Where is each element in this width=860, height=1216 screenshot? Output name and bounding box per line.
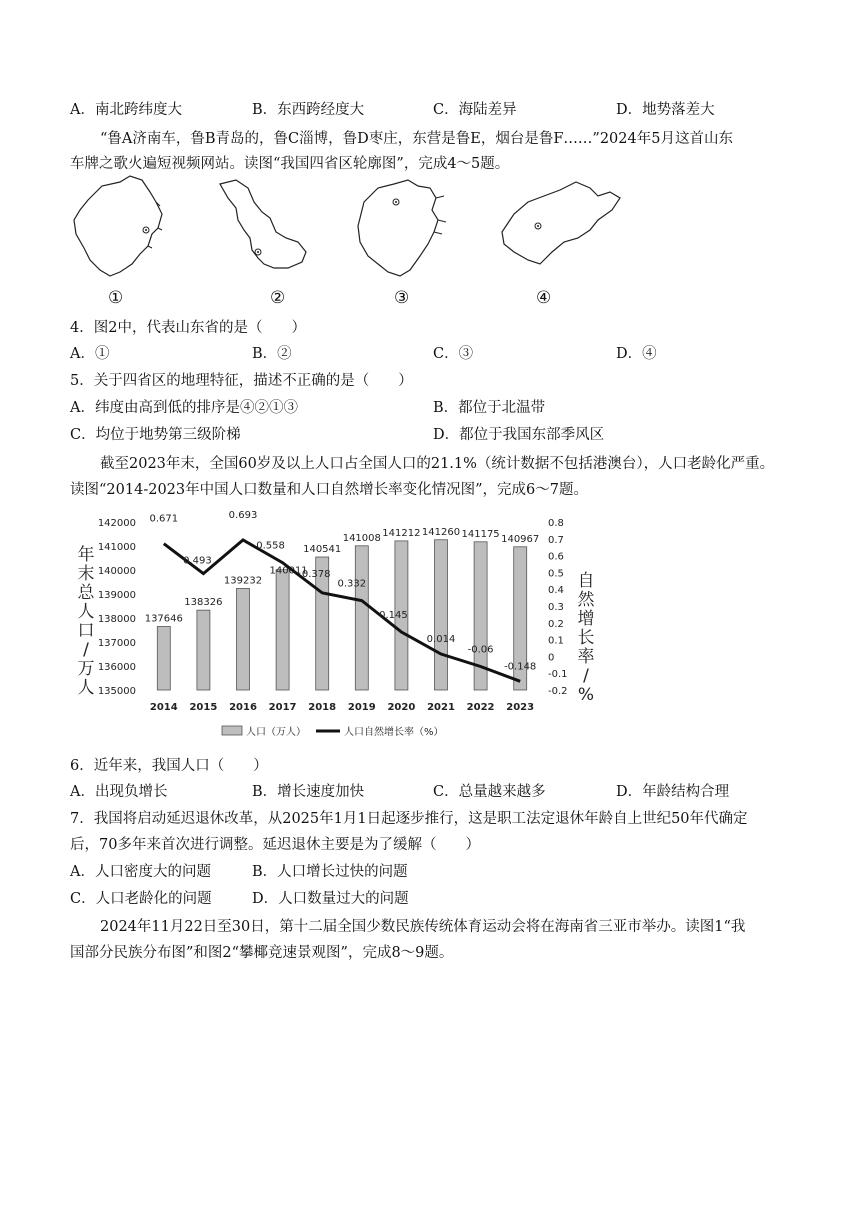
q3-option-c: C．海陆差异	[433, 102, 517, 118]
map-label-4: ④	[536, 288, 552, 308]
right-tick-label: 0.1	[548, 635, 564, 647]
population-bar-label: 139232	[223, 575, 263, 587]
province-outline-maps	[70, 172, 650, 312]
q7-stem-line2: 后，70多年来首次进行调整。延迟退休主要是为了缓解（ ）	[70, 837, 480, 853]
right-axis-label-char: 然	[577, 590, 595, 610]
x-axis-ticks	[150, 702, 534, 713]
population-bar-label: 141008	[342, 532, 381, 544]
q5-option-b: B．都位于北温带	[433, 400, 546, 416]
population-bar-label: 141175	[461, 528, 500, 540]
q6-option-d: D．年龄结构合理	[616, 784, 730, 800]
left-tick-label: 140000	[97, 566, 136, 577]
right-axis-label-char: 自	[577, 571, 595, 591]
left-axis-label-char: 年	[77, 545, 95, 565]
growth-rate-label: 0.671	[149, 513, 179, 525]
q4-option-d: D．④	[616, 346, 657, 362]
right-tick-label: -0.1	[548, 669, 568, 681]
q4-stem: 4．图2中，代表山东省的是（ ）	[70, 320, 306, 336]
q6-stem: 6．近年来，我国人口（ ）	[70, 758, 268, 774]
intro-8-9-line2: 国部分民族分布图”和图2“攀椰竞速景观图”，完成8～9题。	[70, 945, 454, 961]
right-axis-label-char: 增	[577, 609, 595, 629]
population-bar	[237, 588, 250, 690]
x-tick-label: 2020	[387, 702, 416, 713]
q7-option-d: D．人口数量过大的问题	[252, 891, 409, 907]
growth-rate-line	[164, 540, 520, 681]
growth-rate-label: 0.493	[183, 555, 212, 567]
left-axis-label-char: 人	[77, 678, 95, 698]
x-tick-label: 2022	[466, 702, 495, 713]
right-tick-label: 0.6	[548, 551, 564, 563]
growth-rate-label: 0.558	[256, 540, 285, 552]
left-axis-label-char: 末	[77, 564, 95, 584]
map-jiangsu-outline	[214, 172, 324, 292]
population-bar-label: 137646	[144, 613, 183, 625]
population-bar	[435, 540, 448, 690]
intro-6-7-line2: 读图“2014-2023年中国人口数量和人口自然增长率变化情况图”，完成6～7题。	[70, 482, 588, 498]
growth-rate-label: 0.693	[228, 509, 258, 521]
left-axis-label-char: 口	[77, 621, 95, 641]
left-tick-label: 142000	[97, 518, 136, 529]
population-bar	[276, 570, 289, 690]
growth-rate-label: 0.145	[379, 610, 408, 622]
q4-option-a: A．①	[70, 346, 110, 362]
left-axis-label-char: 万	[77, 659, 95, 679]
population-bar-label: 140541	[303, 544, 342, 556]
growth-rate-label: 0.332	[337, 578, 367, 590]
right-axis-label	[578, 571, 596, 705]
q5-option-a: A．纬度由高到低的排序是④②①③	[70, 400, 298, 416]
map-label-1: ①	[108, 288, 124, 308]
map-shandong-outline	[494, 172, 634, 292]
right-axis-label-char: /	[583, 666, 589, 686]
x-tick-label: 2019	[347, 702, 376, 713]
right-tick-label: -0.2	[548, 686, 568, 697]
q5-stem: 5．关于四省区的地理特征，描述不正确的是（ ）	[70, 373, 413, 389]
population-bar-label: 141260	[421, 526, 461, 538]
population-bar-label: 140011	[269, 565, 308, 577]
left-axis-label-char: 总	[77, 583, 95, 603]
x-tick-label: 2023	[506, 702, 535, 713]
right-axis-ticks	[548, 518, 568, 697]
intro-4-5-line1: “鲁A济南车，鲁B青岛的，鲁C淄博，鲁D枣庄，东营是鲁E，烟台是鲁F……”2024年5月这首山东	[100, 131, 733, 147]
population-bar	[355, 546, 368, 690]
left-axis-ticks	[98, 518, 136, 697]
q6-option-b: B．增长速度加快	[252, 784, 365, 800]
left-tick-label: 141000	[97, 542, 136, 553]
x-tick-label: 2017	[268, 702, 297, 713]
right-axis-label-char: 长	[577, 628, 595, 648]
left-tick-label: 137000	[97, 638, 136, 649]
right-tick-label: 0.4	[548, 585, 564, 597]
q5-option-d: D．都位于我国东部季风区	[433, 427, 605, 443]
map-label-2: ②	[270, 288, 286, 308]
x-tick-label: 2016	[229, 702, 257, 713]
population-bar-label: 138326	[184, 597, 223, 609]
q6-option-a: A．出现负增长	[70, 784, 168, 800]
right-tick-label: 0.7	[548, 534, 564, 546]
q4-option-c: C．③	[433, 346, 474, 362]
right-axis-label-char: 率	[577, 647, 595, 667]
q3-option-a: A．南北跨纬度大	[70, 102, 182, 118]
growth-rate-label: -0.148	[504, 661, 537, 673]
right-tick-label: 0	[548, 652, 555, 664]
population-bar	[157, 626, 170, 690]
x-tick-label: 2018	[308, 702, 337, 713]
x-tick-label: 2014	[149, 702, 178, 713]
right-tick-label: 0.8	[548, 518, 564, 529]
q4-option-b: B．②	[252, 346, 292, 362]
legend-line-label: 人口自然增长率（%）	[344, 727, 444, 738]
q7-option-a: A．人口密度大的问题	[70, 864, 211, 880]
intro-6-7-line1: 截至2023年末，全国60岁及以上人口占全国人口的21.1%（统计数据不包括港澳台），人口老龄化严重。	[100, 456, 775, 472]
left-tick-label: 135000	[97, 686, 136, 697]
left-axis-label-char: 人	[77, 602, 95, 622]
population-bars	[157, 540, 526, 690]
q7-stem-line1: 7．我国将启动延迟退休改革，从2025年1月1日起逐步推行，这是职工法定退休年龄自上世纪50年代确定	[70, 811, 748, 827]
population-bar-label: 140967	[501, 533, 540, 545]
intro-4-5-line2: 车牌之歌火遍短视频网站。读图“我国四省区轮廓图”，完成4～5题。	[70, 156, 510, 172]
growth-rate-label: 0.378	[301, 568, 331, 580]
legend-bar-swatch	[222, 726, 242, 735]
growth-rate-label: -0.06	[467, 644, 494, 656]
x-tick-label: 2021	[427, 702, 455, 713]
right-tick-label: 0.3	[548, 602, 564, 613]
q3-option-d: D．地势落差大	[616, 102, 715, 118]
population-chart	[70, 504, 610, 744]
right-tick-label: 0.2	[548, 618, 564, 630]
right-axis-label-char: %	[577, 685, 595, 705]
right-tick-label: 0.5	[548, 568, 564, 580]
population-bar-label: 141212	[382, 527, 421, 539]
q7-option-c: C．人口老龄化的问题	[70, 891, 212, 907]
q3-option-b: B．东西跨经度大	[252, 102, 365, 118]
left-tick-label: 136000	[97, 662, 136, 673]
legend-bar-label: 人口（万人）	[246, 727, 306, 738]
map-label-3: ③	[394, 288, 410, 308]
chart-legend	[222, 725, 444, 738]
map-zhejiang-outline	[352, 172, 462, 292]
left-tick-label: 138000	[97, 614, 136, 625]
map-fujian-outline	[70, 172, 180, 292]
left-axis-label-char: /	[83, 640, 89, 660]
intro-8-9-line1: 2024年11月22日至30日，第十二届全国少数民族传统体育运动会将在海南省三亚市举办。读图1“我	[100, 919, 746, 935]
left-axis-label	[78, 544, 96, 698]
x-tick-label: 2015	[189, 702, 218, 713]
q5-option-c: C．均位于地势第三级阶梯	[70, 427, 241, 443]
q7-option-b: B．人口增长过快的问题	[252, 864, 408, 880]
left-tick-label: 139000	[97, 590, 136, 601]
growth-rate-label: 0.014	[426, 634, 456, 646]
population-bar	[197, 610, 210, 690]
q6-option-c: C．总量越来越多	[433, 784, 546, 800]
